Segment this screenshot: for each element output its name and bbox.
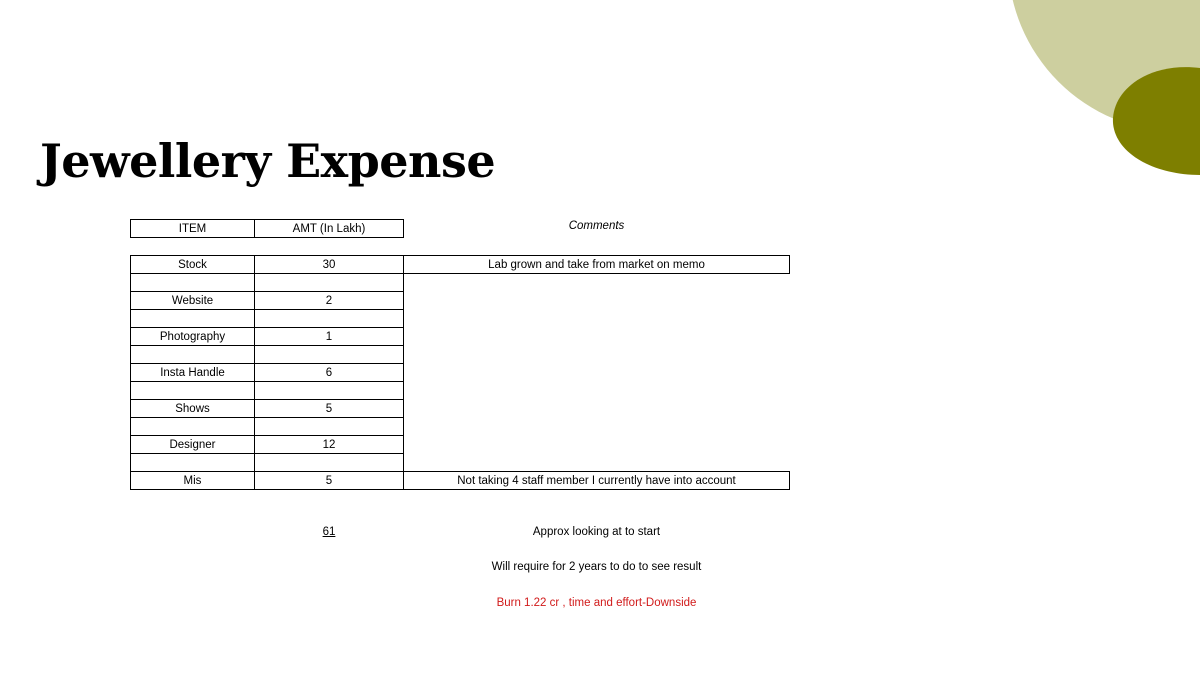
row-amount-cell [254,381,404,400]
row-amount-cell [254,417,404,436]
row-amount-cell [254,453,404,472]
row-amount-cell: 5 [254,471,404,490]
row-amount-cell: 1 [254,327,404,346]
row-item-cell [130,381,255,400]
row-amount-cell: 5 [254,399,404,418]
row-item-cell: Designer [130,435,255,454]
row-comment-cell: Lab grown and take from market on memo [403,255,790,274]
row-comment-cell: Not taking 4 staff member I currently have into account [403,471,790,490]
note-downside: Burn 1.22 cr , time and effort-Downside [496,597,697,609]
row-item-cell: Shows [130,399,255,418]
row-item-cell: Insta Handle [130,363,255,382]
row-amount-cell: 6 [254,363,404,382]
note-duration: Will require for 2 years to do to see result [491,561,702,573]
row-item-cell [130,309,255,328]
row-amount-cell [254,309,404,328]
header-amount: AMT (In Lakh) [254,219,404,238]
header-item: ITEM [130,219,255,238]
page-title: Jewellery Expense [40,134,496,188]
row-amount-cell: 12 [254,435,404,454]
row-amount-cell [254,345,404,364]
note-approx: Approx looking at to start [532,526,661,538]
row-amount-cell [254,273,404,292]
header-comments: Comments [568,220,625,232]
row-item-cell: Mis [130,471,255,490]
total-amount: 61 [322,526,336,538]
row-amount-cell: 2 [254,291,404,310]
row-item-cell: Stock [130,255,255,274]
row-amount-cell: 30 [254,255,404,274]
row-item-cell [130,453,255,472]
row-item-cell: Website [130,291,255,310]
row-item-cell [130,345,255,364]
row-item-cell [130,273,255,292]
row-item-cell: Photography [130,327,255,346]
row-item-cell [130,417,255,436]
